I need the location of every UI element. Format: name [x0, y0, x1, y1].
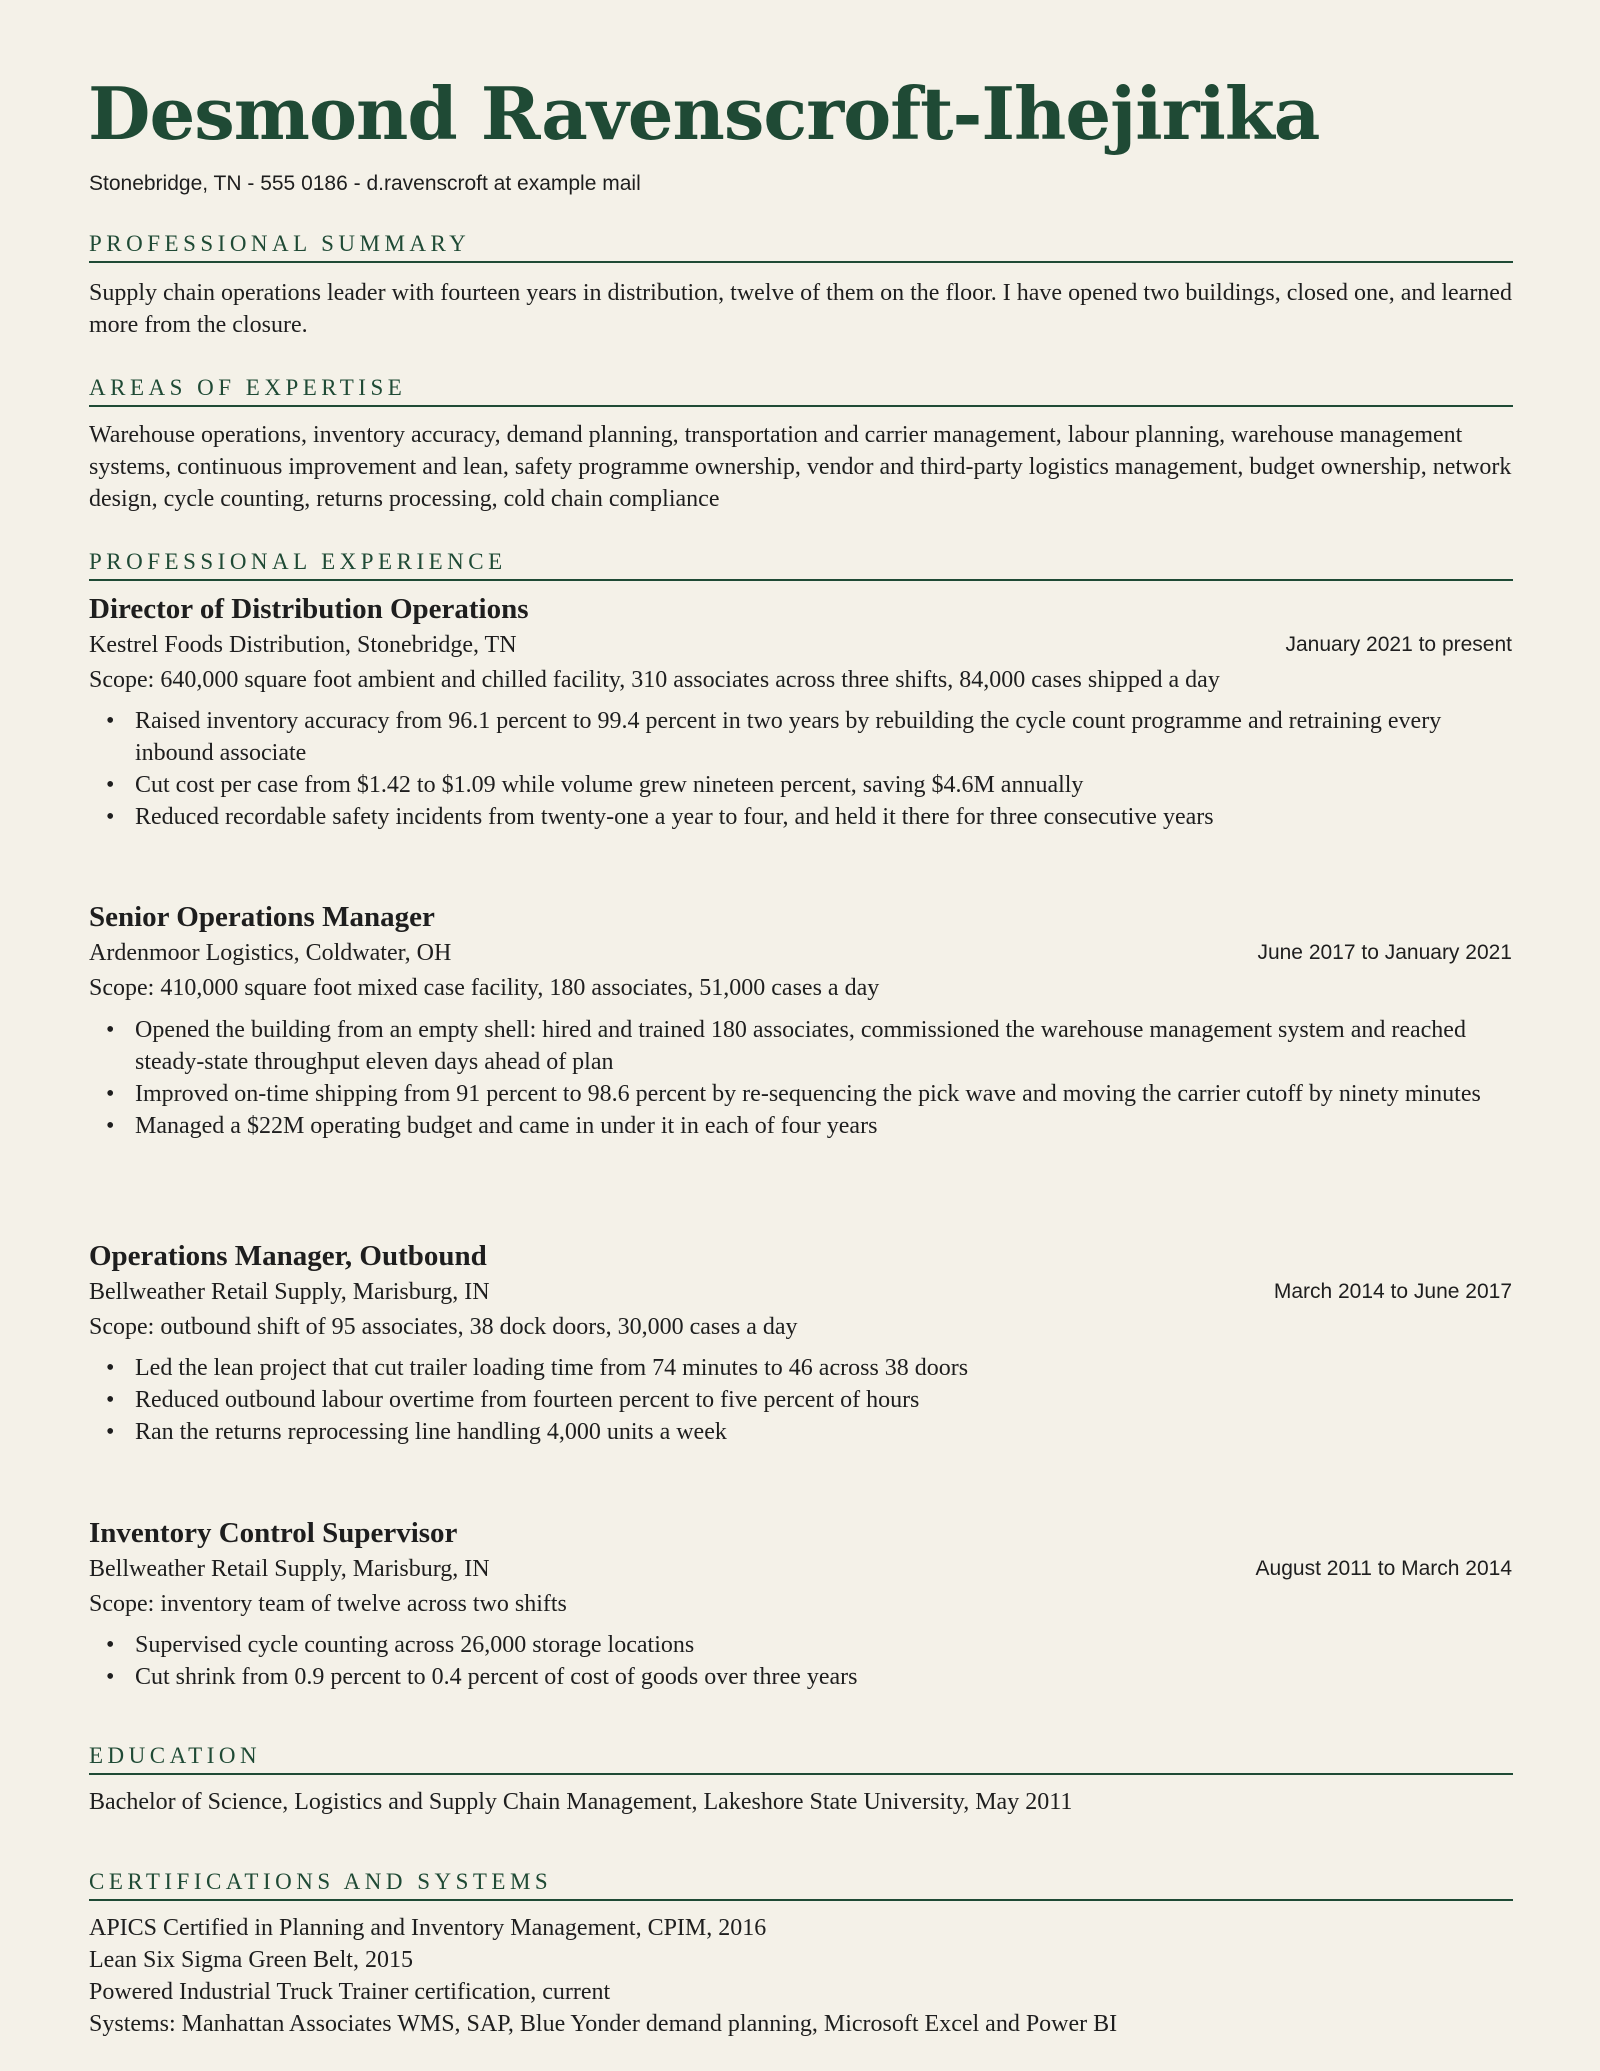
certification-item: Systems: Manhattan Associates WMS, SAP, Blue Yonder demand planning, Microsoft Excel and Power BI — [89, 2011, 1118, 2037]
job-achievements — [89, 705, 1519, 833]
achievement-item: • Reduced recordable safety incidents from twenty-one a year to four, and held it there for three consecutive years — [89, 801, 1519, 833]
job-dates: August 2011 to March 2014 — [1255, 1557, 1512, 1580]
section-heading-experience: PROFESSIONAL EXPERIENCE — [89, 547, 1513, 581]
job-company: Kestrel Foods Distribution, Stonebridge, TN — [89, 632, 517, 658]
job-dates: March 2014 to June 2017 — [1273, 1280, 1512, 1303]
achievement-item: • Supervised cycle counting across 26,000 storage locations — [89, 1629, 1519, 1661]
achievement-item: • Raised inventory accuracy from 96.1 percent to 99.4 percent in two years by rebuilding the cycle count programme and retraining every inbound associate — [89, 705, 1519, 769]
achievement-item: • Cut cost per case from $1.42 to $1.09 while volume grew nineteen percent, saving $4.6M annually — [89, 769, 1519, 801]
achievement-item: • Cut shrink from 0.9 percent to 0.4 percent of cost of goods over three years — [89, 1661, 1519, 1693]
job-title: Inventory Control Supervisor — [89, 1517, 458, 1549]
job-dates: June 2017 to January 2021 — [1257, 941, 1512, 964]
candidate-name: Desmond Ravenscroft-Ihejirika — [88, 71, 1320, 156]
achievement-item: • Managed a $22M operating budget and came in under it in each of four years — [89, 1110, 1519, 1142]
achievement-item: • Led the lean project that cut trailer loading time from 74 minutes to 46 across 38 doors — [89, 1352, 1519, 1384]
job-company: Ardenmoor Logistics, Coldwater, OH — [89, 940, 452, 966]
job-scope: Scope: outbound shift of 95 associates, 38 dock doors, 30,000 cases a day — [89, 1314, 798, 1340]
certification-item: APICS Certified in Planning and Inventory Management, CPIM, 2016 — [89, 1915, 767, 1941]
job-achievements — [89, 1352, 1519, 1448]
job-title: Senior Operations Manager — [89, 901, 435, 933]
education-text: Bachelor of Science, Logistics and Supply Chain Management, Lakeshore State University, May 2011 — [89, 1789, 1073, 1815]
summary-text: Supply chain operations leader with fourteen years in distribution, twelve of them on the floor. I have opened two buildings, closed one, and learned more from the closure. — [89, 280, 1512, 338]
contact-line: Stonebridge, TN - 555 0186 - d.ravenscroft at example mail — [89, 172, 641, 195]
job-scope: Scope: 410,000 square foot mixed case facility, 180 associates, 51,000 cases a day — [89, 975, 880, 1001]
section-heading-certifications: CERTIFICATIONS AND SYSTEMS — [89, 1867, 1513, 1901]
certification-item: Powered Industrial Truck Trainer certification, current — [89, 1979, 611, 2005]
job-scope: Scope: inventory team of twelve across two shifts — [89, 1591, 567, 1617]
job-achievements — [89, 1014, 1519, 1142]
section-heading-summary: PROFESSIONAL SUMMARY — [89, 229, 1513, 263]
achievement-item: • Ran the returns reprocessing line handling 4,000 units a week — [89, 1416, 1519, 1448]
achievement-item: • Improved on-time shipping from 91 percent to 98.6 percent by re-sequencing the pick wave and moving the carrier cutoff by ninety minutes — [89, 1078, 1519, 1110]
certifications-list — [89, 1912, 1117, 2040]
job-company: Bellweather Retail Supply, Marisburg, IN — [89, 1279, 490, 1305]
job-dates: January 2021 to present — [1285, 633, 1512, 656]
job-scope: Scope: 640,000 square foot ambient and chilled facility, 310 associates across three shifts, 84,000 cases shipped a day — [89, 667, 1220, 693]
section-heading-education: EDUCATION — [89, 1741, 1513, 1775]
job-title: Director of Distribution Operations — [89, 593, 529, 625]
job-title: Operations Manager, Outbound — [89, 1240, 487, 1272]
job-achievements — [89, 1629, 1519, 1693]
expertise-text: Warehouse operations, inventory accuracy, demand planning, transportation and carrier management, labour planning, warehouse management systems, continuous improvement and lean, safety programme ownership, vendor and third-party logistics management, budget ownership, network design, cycle counting, returns processing, cold chain compliance — [89, 422, 1512, 512]
certification-item: Lean Six Sigma Green Belt, 2015 — [89, 1947, 413, 1973]
achievement-item: • Opened the building from an empty shell: hired and trained 180 associates, commissioned the warehouse management system and reached steady-state throughput eleven days ahead of plan — [89, 1014, 1519, 1078]
achievement-item: • Reduced outbound labour overtime from fourteen percent to five percent of hours — [89, 1384, 1519, 1416]
job-company: Bellweather Retail Supply, Marisburg, IN — [89, 1556, 490, 1582]
section-heading-expertise: AREAS OF EXPERTISE — [89, 373, 1513, 407]
